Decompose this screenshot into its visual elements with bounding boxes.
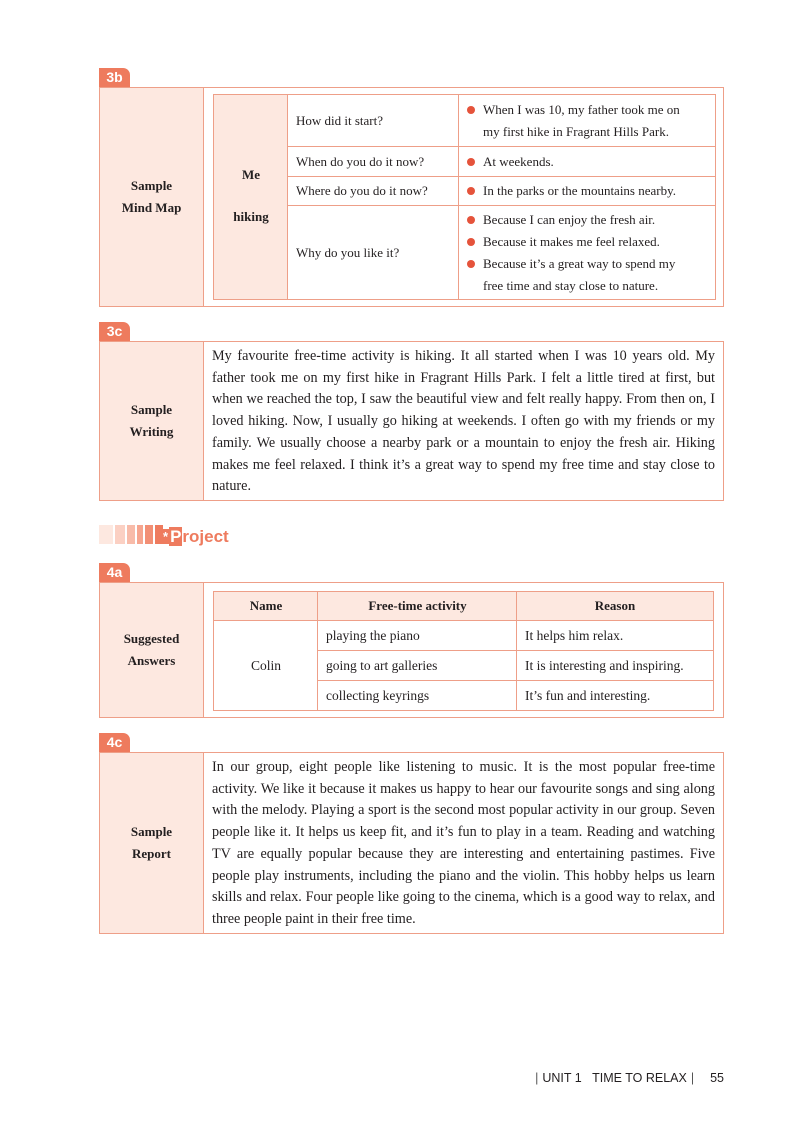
table-divider [516,592,517,710]
label-line: Sample [130,824,173,839]
project-heading [162,526,229,548]
sample-writing-label [100,342,204,500]
table-cell-reason: It is interesting and inspiring. [517,651,713,681]
bullet-dot-icon [467,260,475,268]
sample-writing-box [99,341,724,501]
table-cell-reason: It helps him relax. [517,621,713,651]
section-tag-4c: 4c [99,733,130,752]
label-line: Mind Map [121,200,182,215]
sample-report-box [99,752,724,934]
project-title-rest: roject [182,527,229,546]
bullet-item: In the parks or the mountains nearby. [465,180,715,202]
label-line: Answers [127,653,176,668]
answer-cell [459,147,715,177]
label-line: Writing [129,424,174,439]
suggested-answers-box [99,582,724,718]
project-star: * [163,529,169,544]
mind-map-center [214,95,288,299]
table-cell-reason: It’s fun and interesting. [525,687,651,703]
bullet-continuation: free time and stay close to nature. [483,278,659,293]
project-first-letter: P [170,527,182,546]
question-cell: Where do you do it now? [288,177,459,206]
center-me: Me [241,167,261,182]
table-cell-activity: collecting keyrings [326,687,430,703]
bullet-dot-icon [467,216,475,224]
sample-writing-text: My favourite free-time activity is hiking. It all started when I was 10 years old. My father took me on my first hike in Fragrant Hills Park. I felt a little tired at first, but when we reached the top, I saw the beautiful view and felt really happy. From then on, I loved hiking. Now, I usually go hiking at weekends. I often go with my friends or my family. We usually choose a nearby park or a mountain to enjoy the fresh air. Hiking makes me feel relaxed. I think it’s a great way to spend my free time and stay close to nature. [212,348,715,495]
label-line: Sample [130,178,173,193]
mind-map-box [99,87,724,307]
center-hiking: hiking [233,209,269,224]
table-header-activity: Free-time activity [318,592,517,621]
label-line: Suggested [123,631,180,646]
question-cell: When do you do it now? [288,147,459,177]
bullet-dot-icon [467,106,475,114]
answers-table [213,591,714,711]
sample-report-text: In our group, eight people like listening to music. It is the most popular free-time activity. We like it because it makes us happy to hear our favourite songs and sing along with the melody. Playing a sport is the second most popular activity in our group. Seven people like it. It helps us keep fit, and it’s fun to play in a team. Reading and watching TV are equally popular because they are interesting and entertaining pastimes. Five people play instruments, including the piano and the violin. This hobby helps us learn skills and relax. Four people like going to the cinema, which is a good way to relax, and three people paint in their free time. [212,759,715,927]
label-line: Sample [130,402,173,417]
label-line: Report [132,846,171,861]
mind-map [213,94,716,300]
bullet-item: At weekends. [465,151,715,173]
page-number: 55 [710,1071,724,1085]
answer-cell [459,95,715,147]
footer-title: TIME TO RELAX [592,1071,687,1085]
table-cell-activity: playing the piano [318,621,517,651]
table-header-name: Name [214,592,318,621]
bullet-dot-icon [467,187,475,195]
footer-unit: UNIT 1 [542,1071,582,1085]
bullet-item: Because it makes me feel relaxed. [465,231,715,253]
bullet-item: Because I can enjoy the fresh air. [465,209,715,231]
suggested-answers-label [100,583,204,717]
table-divider [317,592,318,710]
mind-map-label [100,88,204,306]
bullet-continuation: my first hike in Fragrant Hills Park. [483,124,669,139]
section-tag-4a: 4a [99,563,130,582]
bullet-dot-icon [467,238,475,246]
bullet-item: When I was 10, my father took me on [465,99,715,121]
answer-cell [459,177,715,206]
section-tag-3b: 3b [99,68,130,87]
bullet-item: Because it’s a great way to spend my [465,253,715,275]
bullet-dot-icon [467,158,475,166]
question-cell: How did it start? [288,95,459,147]
table-header-reason: Reason [517,592,713,621]
table-cell-activity: going to art galleries [318,651,517,681]
table-cell-name: Colin [250,657,281,673]
answer-cell [459,206,715,299]
page-footer: | UNIT 1 TIME TO RELAX | 55 [535,1071,724,1085]
section-tag-3c: 3c [99,322,130,341]
question-cell: Why do you like it? [288,206,459,299]
sample-report-label [100,753,204,933]
